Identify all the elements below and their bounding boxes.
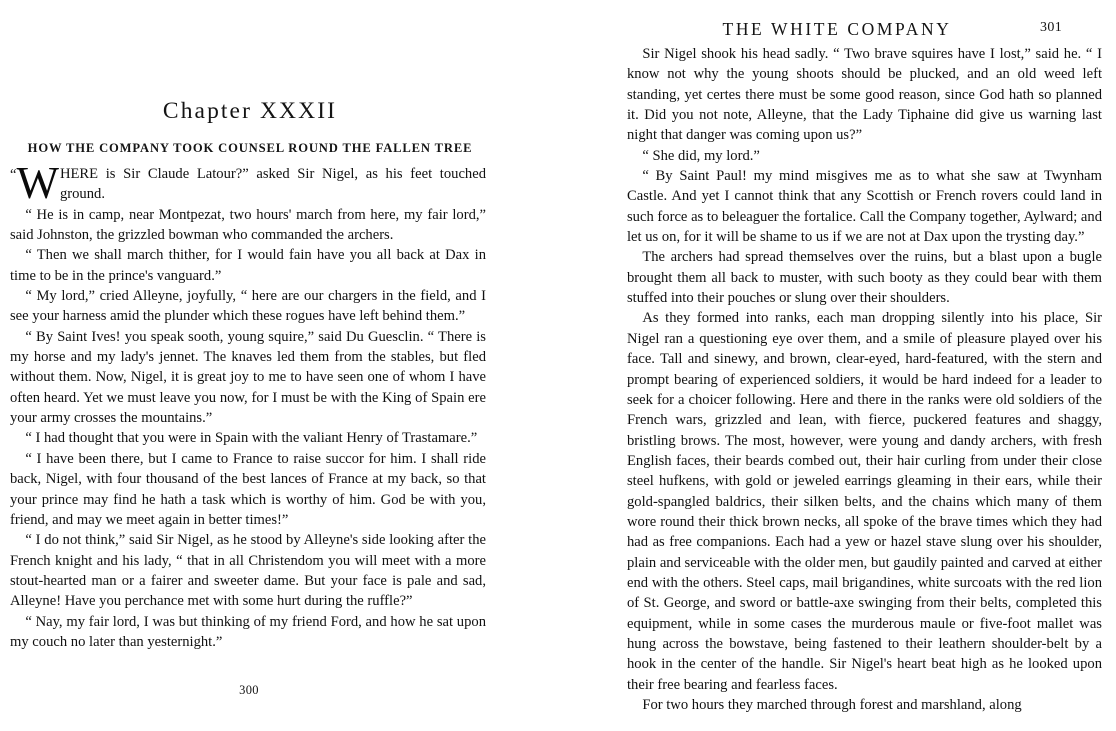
- chapter-title: Chapter XXXII: [162, 98, 338, 124]
- paragraph: “ My lord,” cried Alleyne, joyfully, “ here are our chargers in the field, and I see your harness amid the plunder which these rogues have left behind them.”: [10, 288, 486, 325]
- recto-page: [560, 0, 1116, 731]
- paragraph: “ Nay, my fair lord, I was but thinking of my friend Ford, and how he sat upon my couch no later than yesternight.”: [10, 613, 486, 650]
- running-head-title: THE WHITE COMPANY: [722, 19, 952, 39]
- drop-cap: W: [16, 158, 59, 208]
- paragraph: As they formed into ranks, each man dropping silently into his place, Sir Nigel ran a questioning eye over them, and a smile of pleasure played over his face. Tall and sinewy, and brown, clear-eyed, hard-featured, with the stern and prompt bearing of experienced soldiers, it would be hard indeed for a leader to seek for a choicer following. Here and there in the ranks were old soldiers of the French wars, grizzled and lean, with fierce, puckered features and shaggy, bristling brows. The most, however, were young and dandy archers, with fresh English faces, their beards combed out, their hair curling from under their close steel hufkens, with gold or jeweled earrings gleaming in their ears, while their gold-spangled baldrics, their silken belts, and the chains which many of them wore round their thick brown necks, all spoke of the brave times which they had had as free companions. Each had a yew or hazel stave slung over his shoulder, plain and serviceable with the older men, but gaudily painted and carved at either end with the others. Steel caps, mail brigandines, white surcoats with the red lion of St. George, and sword or battle-axe swinging from their belts, completed this equipment, while in some cases the murderous maule or five-foot mallet was hung across the bowstave, being fastened to their leathern shoulder-belt by a hook in the center of the handle. Sir Nigel's heart beat high as he looked upon their free bearing and fearless faces.: [627, 310, 1102, 693]
- paragraph: “ She did, my lord.”: [642, 147, 760, 164]
- chapter-subtitle: HOW THE COMPANY TOOK COUNSEL ROUND THE FALLEN TREE: [27, 141, 473, 155]
- verso-page: [0, 0, 528, 731]
- paragraph: Sir Nigel shook his head sadly. “ Two brave squires have I lost,” said he. “ I know not why the young shoots should be plucked, and an old weed left standing, yet certes there must be some good reason, since God hath so planned it. Did you not note, Alleyne, that the Lady Tiphaine did give us warning last night that danger was coming upon us?”: [627, 46, 1102, 144]
- verso-body-text: [10, 158, 486, 652]
- paragraph: For two hours they marched through forest and marshland, along: [642, 697, 1022, 713]
- paragraph: “ He is in camp, near Montpezat, two hours' march from here, my fair lord,” said Johnston, the grizzled bowman who commanded the archers.: [10, 206, 486, 244]
- paragraph: The archers had spread themselves over the ruins, but a blast upon a bugle brought them all back to muster, with such booty as they could bear with them stuffed into their pouches or slung over their shoulders.: [627, 249, 1102, 307]
- paragraph-opening: [10, 158, 486, 208]
- paragraph: “ I have been there, but I came to France to raise succor for him. I shall ride back, Nigel, with four thousand of the best lances of France at my back, so that your prince may find he hath a task which is worthy of him. God be with you, friend, and may we meet again in better times!”: [10, 450, 486, 528]
- paragraph-opening-text: HERE is Sir Claude Latour?” asked Sir Nigel, as his feet touched ground.: [59, 166, 486, 203]
- paragraph: “ By Saint Paul! my mind misgives me as to what she saw at Twynham Castle. And yet I cannot think that any Scottish or French rovers could land in such force as to beleaguer the fortalice. Call the Company together, Aylward; and let us on, for it will be shame to us if we are not at Dax upon the trysting day.”: [627, 168, 1102, 246]
- page-number-verso: 300: [239, 683, 259, 697]
- paragraph: “ I had thought that you were in Spain with the valiant Henry of Trastamare.”: [25, 430, 478, 447]
- opening-quotation-mark: “: [10, 167, 17, 183]
- page-number-recto: 301: [1040, 20, 1063, 35]
- recto-body-text: [627, 44, 1102, 715]
- paragraph: “ Then we shall march thither, for I would fain have you all back at Dax in time to be in the prince's vanguard.”: [10, 247, 486, 284]
- paragraph: “ By Saint Ives! you speak sooth, young squire,” said Du Guesclin. “ There is my horse and my lady's jennet. The knaves led them from the stables, but fled without them. Now, Nigel, it is great joy to me to have seen one of whom I have often heard. Yet we must leave you now, for I must be with the King of Spain ere your army crosses the mountains.”: [10, 328, 486, 427]
- paragraph: “ I do not think,” said Sir Nigel, as he stood by Alleyne's side looking after the French knight and his lady, “ that in all Christendom you will meet with a more stout-hearted man or a fairer and sweeter dame. But your face is pale and sad, Alleyne! Have you perchance met with some hurt during the ruffle?”: [10, 532, 486, 610]
